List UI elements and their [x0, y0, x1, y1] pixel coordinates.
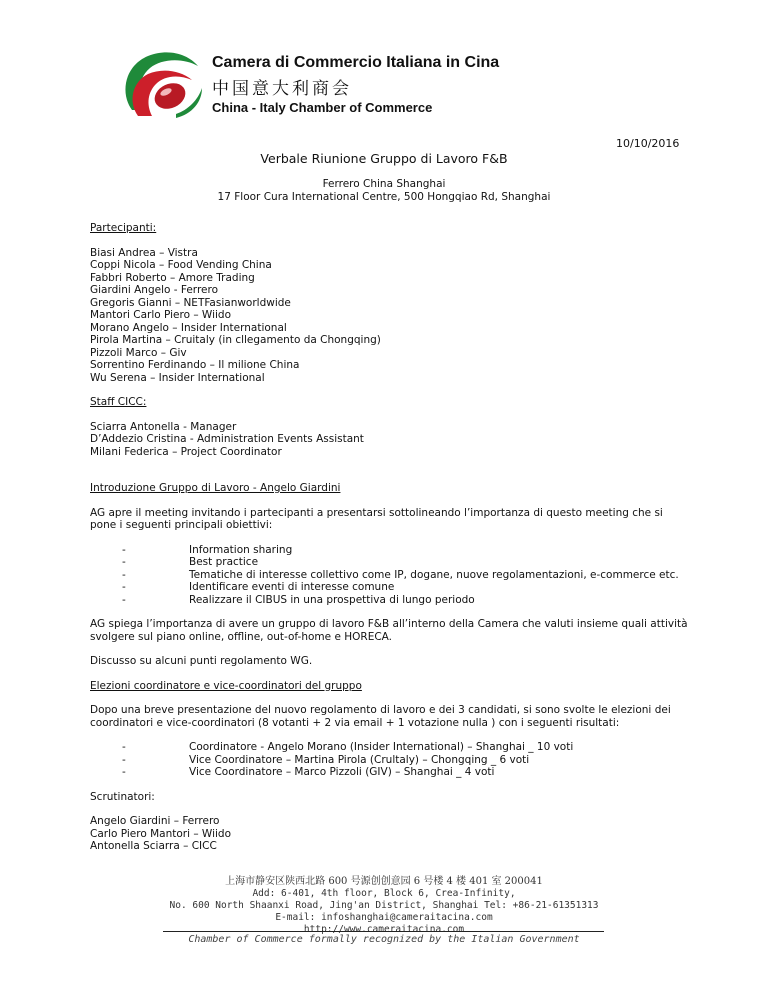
- list-item: Sciarra Antonella - Manager: [90, 420, 237, 433]
- list-item: Gregoris Gianni – NETFasianworldwide: [90, 296, 291, 309]
- footer-address-line: No. 600 North Shaanxi Road, Jing'an District, Shanghai Tel: +86-21-61351313: [169, 900, 599, 911]
- list-item: Coppi Nicola – Food Vending China: [90, 259, 272, 271]
- list-item: Angelo Giardini – Ferrero: [90, 815, 220, 827]
- list-item: - Tematiche di interesse collettivo come IP, dogane, nuove regolamentazioni, e-commerce etc.: [90, 569, 690, 582]
- elections-heading: Elezioni coordinatore e vice-coordinatori del gruppo: [90, 679, 362, 692]
- footer-email[interactable]: E-mail: infoshanghai@cameraitacina.com: [275, 912, 493, 923]
- intro-paragraph: AG spiega l’importanza di avere un gruppo di lavoro F&B all’interno della Camera che valuti insieme quali attività svolgere sul piano online, offline, out-of-home e HORECA.: [90, 618, 688, 643]
- venue-address: 17 Floor Cura International Centre, 500 Hongqiao Rd, Shanghai: [217, 191, 551, 203]
- participants-heading: Partecipanti:: [90, 222, 157, 234]
- participants-list: [90, 247, 690, 385]
- chamber-logo: [118, 44, 206, 124]
- list-item: Wu Serena – Insider International: [90, 371, 265, 384]
- footer-divider: [163, 931, 604, 932]
- minutes-body: [90, 222, 690, 853]
- venue-name: Ferrero China Shanghai: [322, 178, 446, 190]
- list-item: - Information sharing: [90, 544, 690, 557]
- list-item: - Vice Coordinatore – Martina Pirola (Crultaly) – Chongqing _ 6 voti: [90, 754, 690, 767]
- document-date: 10/10/2016: [616, 137, 680, 150]
- footer-address-chinese: 上海市静安区陕西北路 600 号源创创意园 6 号楼 4 楼 401 室 200041: [225, 876, 543, 887]
- org-name-italian: Camera di Commercio Italiana in Cina: [212, 54, 500, 71]
- meeting-venue: [0, 178, 768, 204]
- footer-address-line: Add: 6-401, 4th floor, Block 6, Crea-Infinity,: [252, 888, 516, 899]
- list-item: Carlo Piero Mantori – Wiido: [90, 827, 232, 840]
- list-item: Milani Federica – Project Coordinator: [90, 445, 282, 458]
- organization-header: [212, 54, 499, 115]
- list-item: Giardini Angelo - Ferrero: [90, 284, 218, 296]
- staff-list: [90, 421, 690, 459]
- elections-paragraph: Dopo una breve presentazione del nuovo regolamento di lavoro e dei 3 candidati, si sono svolte le elezioni dei coordinatori e vice-coordinatori (8 votanti + 2 via email + 1 votazione nulla ) con i seguenti risultati:: [90, 704, 671, 729]
- org-name-english: China - Italy Chamber of Commerce: [212, 100, 433, 115]
- staff-heading: Staff CICC:: [90, 396, 147, 408]
- scrutineers-list: [90, 815, 690, 853]
- intro-paragraph: AG apre il meeting invitando i partecipanti a presentarsi sottolineando l’importanza di questo meeting che si pone i seguenti principali obiettivi:: [90, 506, 663, 531]
- footer-tagline: Chamber of Commerce formally recognized by the Italian Government: [188, 934, 580, 945]
- election-results-list: [90, 741, 690, 779]
- list-item: - Coordinatore - Angelo Morano (Insider International) – Shanghai _ 10 voti: [90, 741, 690, 754]
- document-title: Verbale Riunione Gruppo di Lavoro F&B: [260, 151, 508, 166]
- list-item: - Identificare eventi di interesse comune: [90, 581, 690, 594]
- objectives-list: [90, 544, 690, 607]
- list-item: Pirola Martina – Cruitaly (in cllegamento da Chongqing): [90, 334, 381, 346]
- list-item: Morano Angelo – Insider International: [90, 321, 287, 334]
- list-item: - Best practice: [90, 556, 690, 569]
- list-item: Pizzoli Marco – Giv: [90, 346, 187, 359]
- intro-heading: Introduzione Gruppo di Lavoro - Angelo Giardini: [90, 482, 341, 494]
- list-item: - Vice Coordinatore – Marco Pizzoli (GIV) – Shanghai _ 4 voti: [90, 766, 690, 779]
- footer-website[interactable]: http://www.cameraitacina.com: [303, 924, 465, 935]
- list-item: Mantori Carlo Piero – Wiido: [90, 309, 232, 321]
- list-item: - Realizzare il CIBUS in una prospettiva di lungo periodo: [90, 594, 690, 607]
- list-item: Antonella Sciarra – CICC: [90, 840, 217, 852]
- intro-paragraph: Discusso su alcuni punti regolamento WG.: [90, 655, 313, 667]
- list-item: D’Addezio Cristina - Administration Events Assistant: [90, 433, 364, 445]
- org-name-chinese: 中国意大利商会: [212, 79, 352, 99]
- page-footer: [0, 876, 768, 936]
- list-item: Fabbri Roberto – Amore Trading: [90, 271, 255, 284]
- scrutineers-heading: Scrutinatori:: [90, 790, 155, 803]
- list-item: Sorrentino Ferdinando – Il milione China: [90, 359, 300, 371]
- list-item: Biasi Andrea – Vistra: [90, 246, 198, 259]
